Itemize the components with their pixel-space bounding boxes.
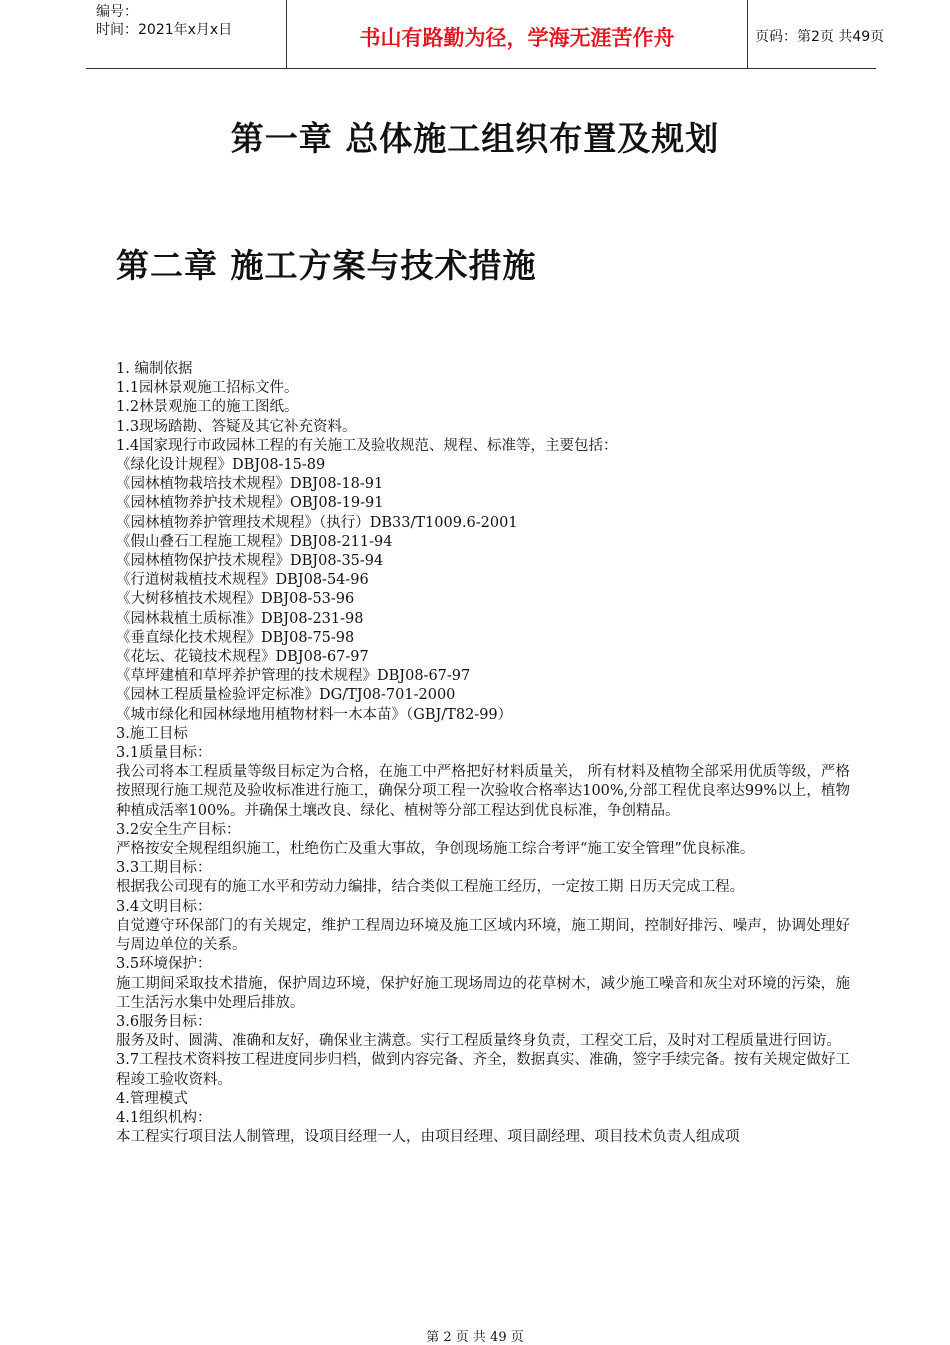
- header-meta-cell: [86, 0, 286, 68]
- page-footer: 第 2 页 共 49 页: [426, 1330, 524, 1345]
- body-paragraph: 《园林植物养护管理技术规程》（执行）DB33/T1009.6-2001: [116, 514, 518, 531]
- body-paragraph: 4.管理模式: [116, 1090, 188, 1107]
- body-paragraph: 《绿化设计规程》DBJ08-15-89: [116, 457, 326, 474]
- body-paragraph: 《垂直绿化技术规程》DBJ08-75-98: [116, 629, 355, 646]
- header-motto: 书山有路勤为径，学海无涯苦作舟: [359, 26, 675, 50]
- body-paragraph: 《大树移植技术规程》DBJ08-53-96: [116, 591, 355, 608]
- body-paragraph: 《假山叠石工程施工规程》DBJ08-211-94: [116, 533, 393, 550]
- body-paragraph: 1.4国家现行市政园林工程的有关施工及验收规范、规程、标准等，主要包括：: [116, 437, 618, 454]
- body-paragraph: 《园林栽植土质标准》DBJ08-231-98: [116, 610, 364, 627]
- body-paragraph: 《行道树栽植技术规程》DBJ08-54-96: [116, 572, 369, 589]
- body-paragraph: 4.1组织机构：: [116, 1109, 212, 1126]
- body-paragraph: 《园林植物养护技术规程》OBJ08-19-91: [116, 495, 384, 512]
- body-paragraph: 3.5环境保护：: [116, 956, 212, 973]
- header-motto-cell: [286, 0, 748, 68]
- body-paragraph: 3.6服务目标：: [116, 1013, 212, 1030]
- chapter-one-title: 第一章 总体施工组织布置及规划: [230, 119, 720, 158]
- body-paragraph: 我公司将本工程质量等级目标定为合格，在施工中严格把好材料质量关， 所有材料及植物全部采用优质等级，严格按照现行施工规范及验收标准进行施工，确保分项工程一次验收合格率达100%,分部工程优良率达99%以上，植物种植成活率100%。并确保土壤改良、绿化、植树等分部工程达到优良标准，争创精品。: [116, 764, 850, 819]
- body-paragraph: 1. 编制依据: [116, 361, 193, 377]
- body-paragraph: 1.1园林景观施工招标文件。: [116, 380, 299, 397]
- body-paragraph: 3.4文明目标：: [116, 898, 212, 915]
- body-paragraph: 《花坛、花镜技术规程》DBJ08-67-97: [116, 649, 369, 666]
- document-number-label: 编号：: [96, 4, 138, 20]
- body-paragraph: 3.2安全生产目标：: [116, 821, 241, 838]
- body-paragraph: 本工程实行项目法人制管理，设项目经理一人，由项目经理、项目副经理、项目技术负责人组成项: [116, 1129, 740, 1146]
- body-paragraph: 《园林植物栽培技术规程》DBJ08-18-91: [116, 476, 384, 493]
- body-paragraph: 3.1质量目标：: [116, 745, 212, 762]
- body-paragraph: 3.3工期目标：: [116, 860, 212, 877]
- chapter-two-title: 第二章 施工方案与技术措施: [116, 246, 537, 285]
- body-paragraph: 《园林工程质量检验评定标准》DG/TJ08-701-2000: [116, 687, 456, 704]
- document-time-label: 时间：2021年x月x日: [96, 22, 233, 38]
- body-paragraph: 自觉遵守环保部门的有关规定，维护工程周边环境及施工区域内环境，施工期间，控制好排污、噪声，协调处理好与周边单位的关系。: [116, 917, 850, 954]
- body-paragraph: 严格按安全规程组织施工，杜绝伤亡及重大事故，争创现场施工综合考评“施工安全管理”优良标准。: [116, 841, 755, 858]
- body-paragraph: 3.7工程技术资料按工程进度同步归档，做到内容完备、齐全，数据真实、准确，签字手续完备。按有关规定做好工程竣工验收资料。: [116, 1052, 850, 1088]
- body-paragraph: 根据我公司现有的施工水平和劳动力编排，结合类似工程施工经历，一定按工期 日历天完成工程。: [116, 879, 745, 896]
- body-paragraph: 《城市绿化和园林绿地用植物材料一木本苗》（GBJ/T82-99）: [116, 706, 513, 723]
- page-header: [86, 0, 885, 69]
- body-paragraph: 《园林植物保护技术规程》DBJ08-35-94: [116, 553, 384, 570]
- body-paragraph: 1.3现场踏勘、答疑及其它补充资料。: [116, 418, 357, 435]
- document-body: [116, 360, 850, 1147]
- body-paragraph: 服务及时、圆满、准确和友好，确保业主满意。实行工程质量终身负责，工程交工后，及时对工程质量进行回访。: [116, 1033, 841, 1050]
- body-paragraph: 《草坪建植和草坪养护管理的技术规程》DBJ08-67-97: [116, 668, 471, 685]
- header-page-number: 页码：第2页 共49页: [755, 29, 885, 45]
- body-paragraph: 3.施工目标: [116, 725, 188, 742]
- header-page-cell: [747, 0, 885, 68]
- body-paragraph: 施工期间采取技术措施，保护周边环境，保护好施工现场周边的花草树木，减少施工噪音和灰尘对环境的污染，施工生活污水集中处理后排放。: [116, 975, 850, 1011]
- body-paragraph: 1.2林景观施工的施工图纸。: [116, 399, 299, 416]
